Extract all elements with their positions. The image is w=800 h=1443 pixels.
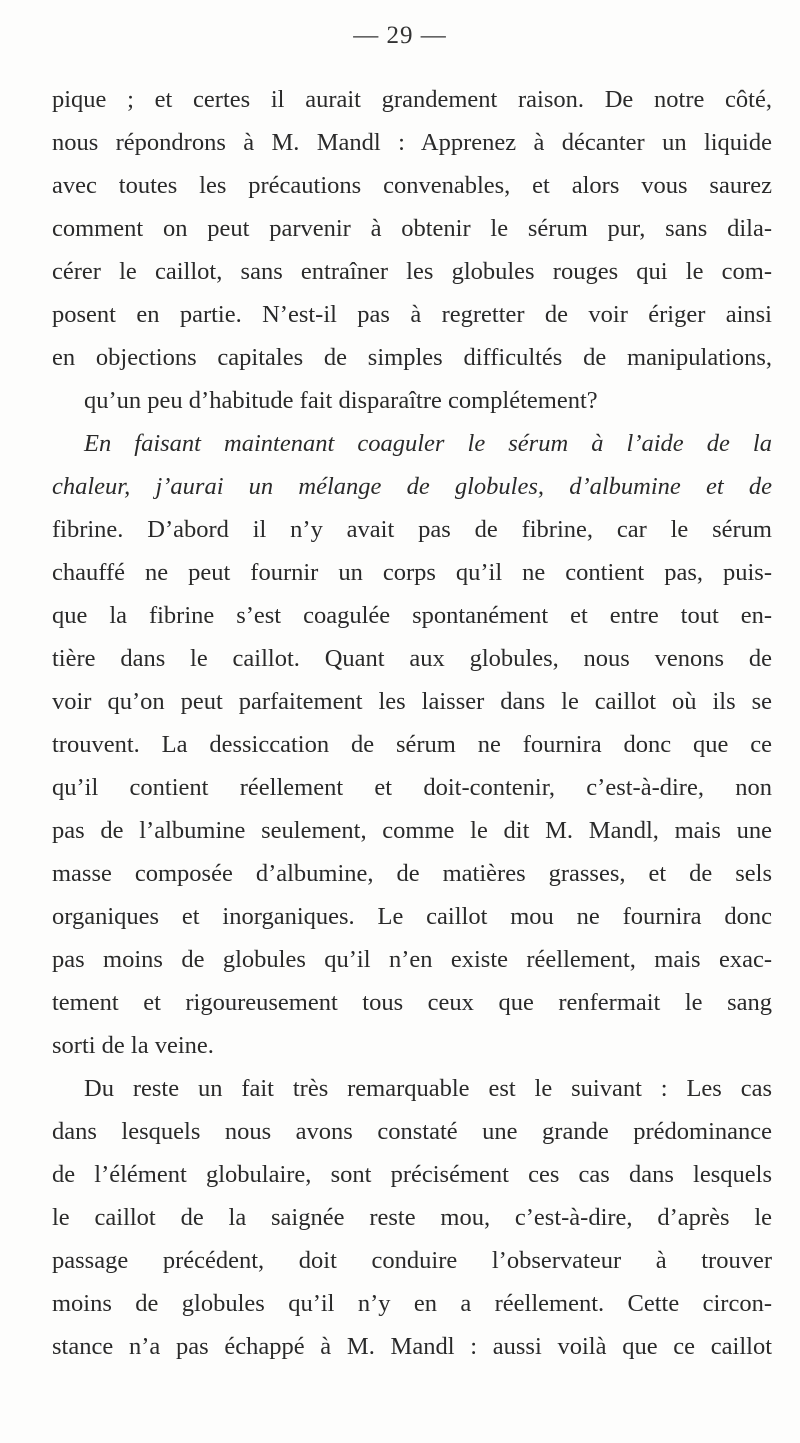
text-line <box>52 465 772 508</box>
text-line: pas de l’albumine seulement, comme le dit M. Mandl, mais une <box>52 817 772 844</box>
text-line: pique ; et certes il aurait grandement raison. De notre côté, <box>52 86 772 113</box>
text-line-content: En faisant maintenant coaguler le sérum à l’aide de la <box>84 430 772 457</box>
text-line: voir qu’on peut parfaitement les laisser dans le caillot où ils se <box>52 688 772 715</box>
text-line: que la fibrine s’est coagulée spontanément et entre tout en- <box>52 602 772 629</box>
paragraph-2 <box>52 422 772 1067</box>
text-line: organiques et inorganiques. Le caillot mou ne fournira donc <box>52 903 772 930</box>
text-line <box>52 379 772 422</box>
text-line-content: Du reste un fait très remarquable est le suivant : Les cas <box>84 1075 772 1102</box>
text-line-content: chaleur, j’aurai un mélange de globules, d’albumine et de <box>52 473 772 500</box>
text-line: de l’élément globulaire, sont précisément ces cas dans lesquels <box>52 1161 772 1188</box>
text-line-content: qu’un peu d’habitude fait disparaître complétement? <box>84 387 598 414</box>
text-line: tement et rigoureusement tous ceux que renfermait le sang <box>52 989 772 1016</box>
text-line: chauffé ne peut fournir un corps qu’il ne contient pas, puis- <box>52 559 772 586</box>
text-line: le caillot de la saignée reste mou, c’est-à-dire, d’après le <box>52 1204 772 1231</box>
text-line: moins de globules qu’il n’y en a réellement. Cette circon- <box>52 1290 772 1317</box>
text-line: fibrine. D’abord il n’y avait pas de fibrine, car le sérum <box>52 516 772 543</box>
text-line: sorti de la veine. <box>52 1032 214 1059</box>
paragraph-1 <box>52 78 772 422</box>
text-line: avec toutes les précautions convenables, et alors vous saurez <box>52 172 772 199</box>
text-line: stance n’a pas échappé à M. Mandl : aussi voilà que ce caillot <box>52 1333 772 1360</box>
text-line: cérer le caillot, sans entraîner les globules rouges qui le com- <box>52 258 772 285</box>
text-line: dans lesquels nous avons constaté une grande prédominance <box>52 1118 772 1145</box>
text-line: nous répondrons à M. Mandl : Apprenez à décanter un liquide <box>52 129 772 156</box>
paragraph-3 <box>52 1067 772 1368</box>
text-line: comment on peut parvenir à obtenir le sérum pur, sans dila- <box>52 215 772 242</box>
page-number: — 29 — <box>353 22 447 49</box>
text-line: passage précédent, doit conduire l’observateur à trouver <box>52 1247 772 1274</box>
body-text <box>52 78 772 1368</box>
text-line: masse composée d’albumine, de matières grasses, et de sels <box>52 860 772 887</box>
text-line <box>52 422 772 465</box>
text-line <box>52 1067 772 1110</box>
text-line: pas moins de globules qu’il n’en existe réellement, mais exac- <box>52 946 772 973</box>
text-line: tière dans le caillot. Quant aux globules, nous venons de <box>52 645 772 672</box>
text-line: posent en partie. N’est-il pas à regretter de voir ériger ainsi <box>52 301 772 328</box>
text-line: trouvent. La dessiccation de sérum ne fournira donc que ce <box>52 731 772 758</box>
text-line: qu’il contient réellement et doit-contenir, c’est-à-dire, non <box>52 774 772 801</box>
text-line: en objections capitales de simples difficultés de manipulations, <box>52 344 772 371</box>
